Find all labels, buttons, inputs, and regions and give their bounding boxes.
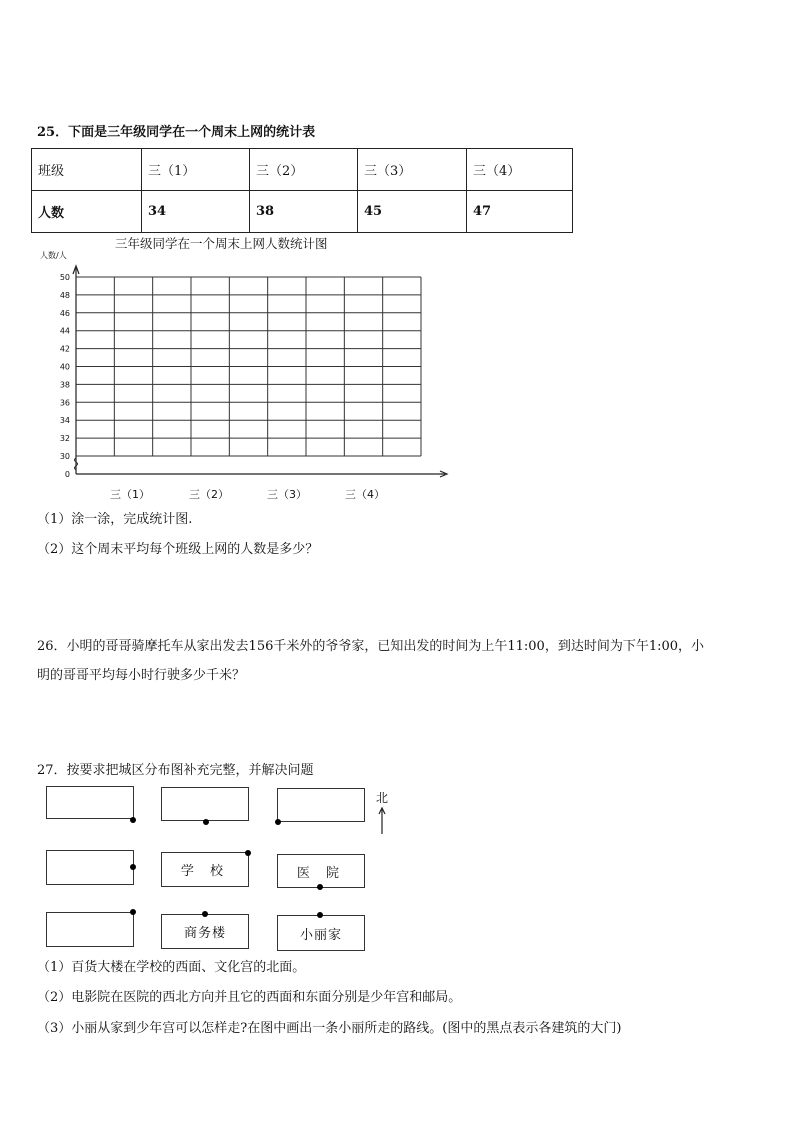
q27-sub1: （1）百货大楼在学校的西面、文化宫的北面。 (37, 960, 306, 975)
gate-dot (130, 817, 136, 823)
gate-dot (317, 884, 323, 890)
map-empty-box[interactable] (46, 786, 134, 819)
chart-ylabel: 人数/人 (40, 251, 67, 260)
gate-dot (130, 864, 136, 870)
y-tick-label: 0 (64, 470, 70, 479)
north-label: 北 (376, 791, 389, 805)
gate-dot (245, 850, 251, 856)
y-tick-label: 32 (59, 434, 70, 444)
gate-dot (202, 911, 208, 917)
y-tick-label: 36 (59, 398, 70, 408)
chart-title: 三年级同学在一个周末上网人数统计图 (115, 236, 328, 251)
table-cell: 38 (250, 191, 358, 233)
q26-line1: 26．小明的哥哥骑摩托车从家出发去156千米外的爷爷家，已知出发的时间为上午11:00，到达时间为下午1:00，小 (37, 639, 705, 654)
map-empty-box[interactable] (277, 788, 365, 822)
q26-line2: 明的哥哥平均每小时行驶多少千米？ (37, 668, 246, 683)
y-tick-label: 38 (59, 380, 70, 390)
map-empty-box[interactable] (46, 912, 134, 947)
q25-sub1: （1）涂一涂，完成统计图. (37, 512, 193, 527)
q25-title: 25．下面是三年级同学在一个周末上网的统计表 (37, 125, 316, 140)
table-cell: 三（4） (467, 149, 573, 191)
bar-chart[interactable] (0, 0, 794, 520)
map-empty-box[interactable] (46, 850, 134, 885)
hospital-box: 医 院 (277, 854, 365, 888)
y-tick-label: 48 (59, 290, 70, 300)
q27-title: 27．按要求把城区分布图补充完整，并解决问题 (37, 763, 314, 778)
north-arrow-icon (377, 806, 387, 836)
category-label: 三（3） (267, 488, 307, 501)
gate-dot (317, 912, 323, 918)
gate-dot (275, 819, 281, 825)
category-label: 三（4） (345, 488, 385, 501)
business-box: 商务楼 (161, 914, 249, 949)
y-tick-label: 40 (59, 362, 70, 372)
city-map (46, 784, 390, 952)
table-cell: 班级 (32, 149, 142, 191)
q27-sub2: （2）电影院在医院的西北方向并且它的西面和东面分别是少年宫和邮局。 (37, 990, 462, 1005)
table-cell: 人数 (32, 191, 142, 233)
chart-ticks (60, 273, 70, 479)
table-cell: 三（3） (358, 149, 467, 191)
chart-grid (76, 277, 421, 456)
table-cell: 34 (142, 191, 250, 233)
y-tick-label: 46 (59, 308, 70, 318)
table-cell: 47 (467, 191, 573, 233)
q27-sub3: （3）小丽从家到少年宫可以怎样走?在图中画出一条小丽所走的路线。(图中的黑点表示各建筑的大门) (37, 1021, 622, 1036)
table-cell: 三（1） (142, 149, 250, 191)
chart-axes (73, 266, 447, 477)
table-cell: 三（2） (250, 149, 358, 191)
category-label: 三（1） (110, 488, 150, 501)
y-tick-label: 44 (59, 326, 70, 336)
school-box: 学 校 (161, 852, 249, 887)
y-tick-label: 34 (59, 416, 70, 426)
y-tick-label: 50 (59, 273, 70, 282)
y-tick-label: 42 (59, 344, 70, 354)
map-empty-box[interactable] (161, 787, 249, 821)
y-tick-label: 30 (59, 452, 70, 461)
gate-dot (203, 819, 209, 825)
gate-dot (130, 909, 136, 915)
home-box: 小丽家 (277, 915, 365, 951)
q25-sub2: （2）这个周末平均每个班级上网的人数是多少？ (37, 542, 319, 557)
table-cell: 45 (358, 191, 467, 233)
category-label: 三（2） (189, 488, 229, 501)
